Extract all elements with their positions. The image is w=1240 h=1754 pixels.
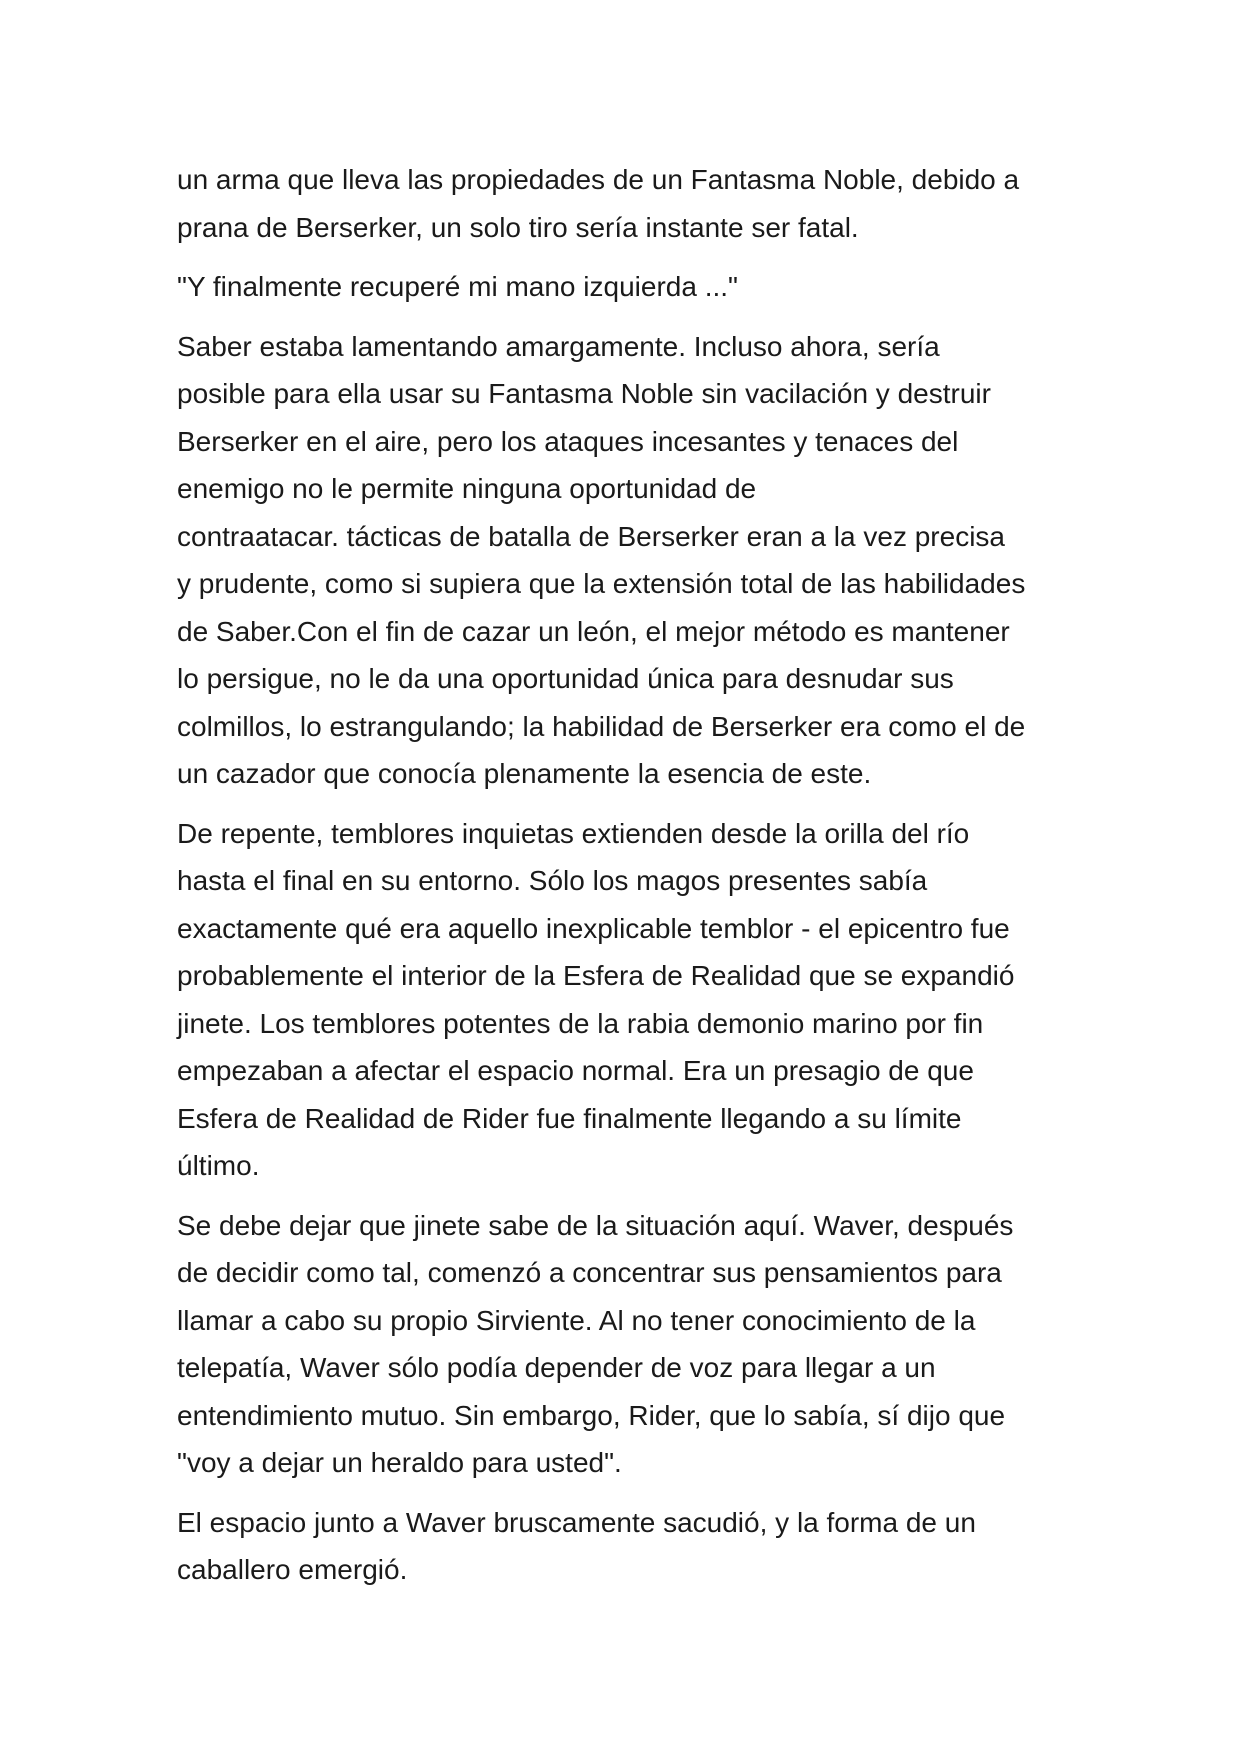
text-line: Saber estaba lamentando amargamente. Incluso ahora, sería <box>177 330 940 362</box>
text-line: enemigo no le permite ninguna oportunidad de <box>177 473 757 504</box>
paragraph-3 <box>177 323 1077 798</box>
text-line: probablemente el interior de la Esfera de Realidad que se expandió <box>177 960 1015 991</box>
text-line: último. <box>177 1150 260 1181</box>
text-line: El espacio junto a Waver bruscamente sacudió, y la forma de un <box>177 1506 976 1538</box>
text-line: un cazador que conocía plenamente la esencia de este. <box>177 758 872 789</box>
text-line: jinete. Los temblores potentes de la rabia demonio marino por fin <box>177 1007 984 1039</box>
text-line: "Y finalmente recuperé mi mano izquierda ..." <box>177 271 738 302</box>
text-line: exactamente qué era aquello inexplicable temblor - el epicentro fue <box>177 912 1010 944</box>
text-line: Berserker en el aire, pero los ataques incesantes y tenaces del <box>177 425 959 457</box>
text-line: lo persigue, no le da una oportunidad única para desnudar sus <box>177 663 954 694</box>
text-line: hasta el final en su entorno. Sólo los magos presentes sabía <box>177 865 928 896</box>
body-text <box>177 156 1077 1594</box>
text-line: colmillos, lo estrangulando; la habilidad de Berserker era como el de <box>177 710 1026 742</box>
paragraph-1 <box>177 156 1077 251</box>
paragraph-4 <box>177 810 1077 1190</box>
paragraph-5 <box>177 1202 1077 1487</box>
text-line: Esfera de Realidad de Rider fue finalmente llegando a su límite <box>177 1102 962 1134</box>
text-line: caballero emergió. <box>177 1554 408 1585</box>
text-line: entendimiento mutuo. Sin embargo, Rider, que lo sabía, sí dijo que <box>177 1399 1006 1431</box>
text-line: contraatacar. tácticas de batalla de Berserker eran a la vez precisa <box>177 520 1005 552</box>
text-line: telepatía, Waver sólo podía depender de voz para llegar a un <box>177 1352 936 1383</box>
text-line: prana de Berserker, un solo tiro sería instante ser fatal. <box>177 211 859 243</box>
paragraph-6 <box>177 1499 1077 1594</box>
text-line: De repente, temblores inquietas extienden desde la orilla del río <box>177 817 970 849</box>
text-line: Se debe dejar que jinete sabe de la situación aquí. Waver, después <box>177 1209 1014 1241</box>
text-line: de Saber.Con el fin de cazar un león, el mejor método es mantener <box>177 615 1010 647</box>
paragraph-2 <box>177 263 1077 311</box>
text-line: y prudente, como si supiera que la extensión total de las habilidades <box>177 568 1026 599</box>
text-line: empezaban a afectar el espacio normal. Era un presagio de que <box>177 1055 974 1086</box>
text-line: un arma que lleva las propiedades de un Fantasma Noble, debido a <box>177 164 1020 195</box>
text-line: llamar a cabo su propio Sirviente. Al no tener conocimiento de la <box>177 1304 976 1336</box>
text-line: "voy a dejar un heraldo para usted". <box>177 1447 622 1478</box>
text-line: de decidir como tal, comenzó a concentrar sus pensamientos para <box>177 1257 1002 1288</box>
text-line: posible para ella usar su Fantasma Noble sin vacilación y destruir <box>177 378 991 409</box>
